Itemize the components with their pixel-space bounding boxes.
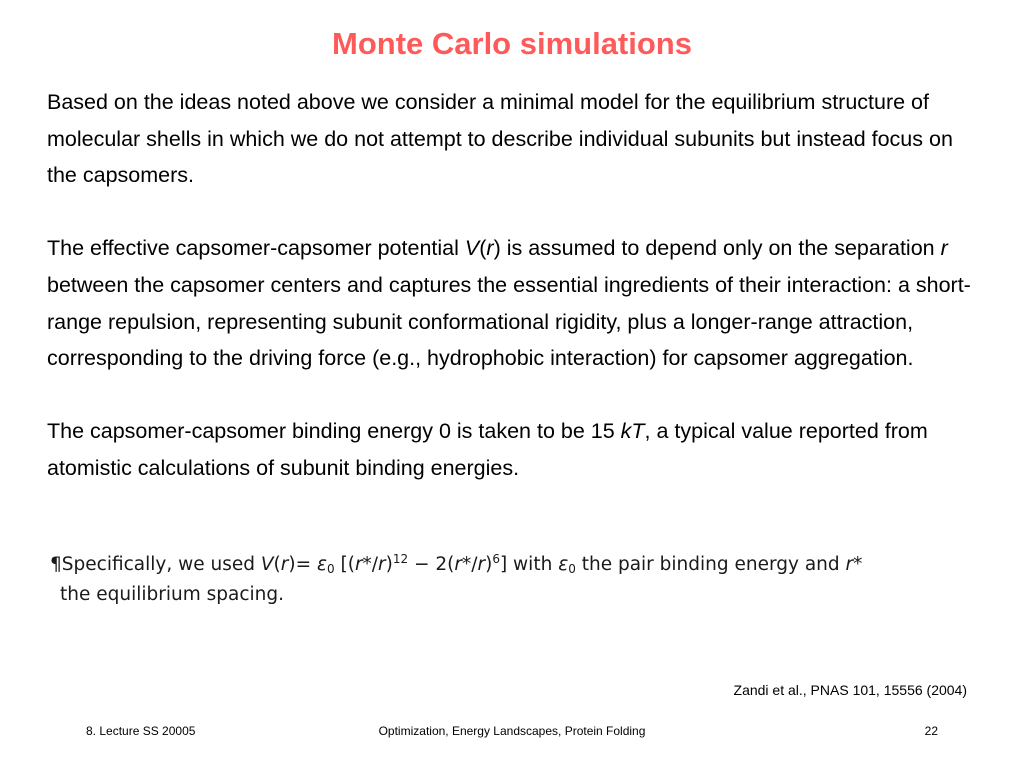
footnote-text: ) [385, 554, 393, 575]
footnote-text: [( [334, 554, 355, 575]
footnote-text: */ [462, 554, 478, 575]
paragraph-potential [47, 230, 982, 376]
paragraph-minimal-model: Based on the ideas noted above we consider a minimal model for the equilibrium structure of molecular shells in which we do not attempt to describe individual subunits but instead focus on the capsomers. [47, 90, 953, 188]
footnote-text: */ [362, 554, 379, 575]
paragraph-binding-energy [47, 413, 982, 486]
citation: Zandi et al., PNAS 101, 15556 (2004) [733, 682, 967, 698]
footnote-text: ) [485, 554, 493, 575]
footnote-symbol-r: r [378, 554, 386, 575]
paragraph-potential-text-c: between the capsomer centers and captures the essential ingredients of their interaction: a short-range repulsion, representing subunit conformational rigidity, plus a longer-range attraction, corresponding to the driving force (e.g., hydrophobic interaction) for capsomer aggregation. [47, 272, 971, 371]
footnote-exponent: 6 [492, 552, 500, 566]
footnote-symbol-v: V [260, 554, 274, 575]
footnote-symbol-epsilon: ε [316, 554, 327, 575]
paragraph-binding-text-a: The capsomer-capsomer binding energy 0 is taken to be 15 [47, 419, 621, 444]
footnote-text: ( [273, 554, 281, 575]
potential-symbol-v: V [464, 236, 480, 261]
footnote-text: * [853, 554, 863, 575]
footnote-symbol-epsilon: ε [558, 554, 569, 575]
footnote-subscript: 0 [326, 562, 335, 576]
footnote-symbol-r: r [354, 554, 363, 575]
footer-page-number: 22 [924, 724, 938, 738]
slide-body [47, 84, 982, 487]
paragraph-potential-text-b: is assumed to depend only on the separation [500, 236, 941, 261]
footnote-line-2: the equilibrium spacing. [60, 584, 285, 605]
slide-title: Monte Carlo simulations [332, 26, 692, 61]
separation-symbol-r-2: r [940, 236, 948, 261]
kt-symbol: kT [620, 419, 645, 444]
footnote-symbol-r: r [477, 554, 486, 575]
pilcrow-mark: ¶ [50, 554, 62, 575]
footnote-subscript: 0 [568, 562, 576, 576]
paragraph-binding-text-b: , a typical value reported from atomistic calculations of subunit binding energies. [47, 419, 928, 480]
footnote-text: − 2( [408, 554, 455, 575]
footnote-text: ] with [499, 554, 559, 575]
paren-open: ( [479, 236, 487, 261]
footnote-text: )= [288, 554, 317, 575]
footer-course-title: Optimization, Energy Landscapes, Protein Folding [378, 724, 646, 738]
footnote-symbol-r: r [454, 554, 462, 575]
footnote-symbol-r: r [845, 554, 854, 575]
paragraph-potential-text-a: The effective capsomer-capsomer potential [47, 236, 465, 261]
paren-close: ) [493, 236, 501, 261]
footnote-text: Specifically, we used [61, 554, 261, 575]
footnote-exponent: 12 [392, 552, 409, 566]
footer-lecture: 8. Lecture SS 20005 [86, 724, 196, 738]
separation-symbol-r: r [486, 236, 494, 261]
footnote-symbol-r: r [280, 554, 289, 575]
footnote-text: the pair binding energy and [575, 554, 846, 575]
footnote-equation [50, 550, 950, 610]
